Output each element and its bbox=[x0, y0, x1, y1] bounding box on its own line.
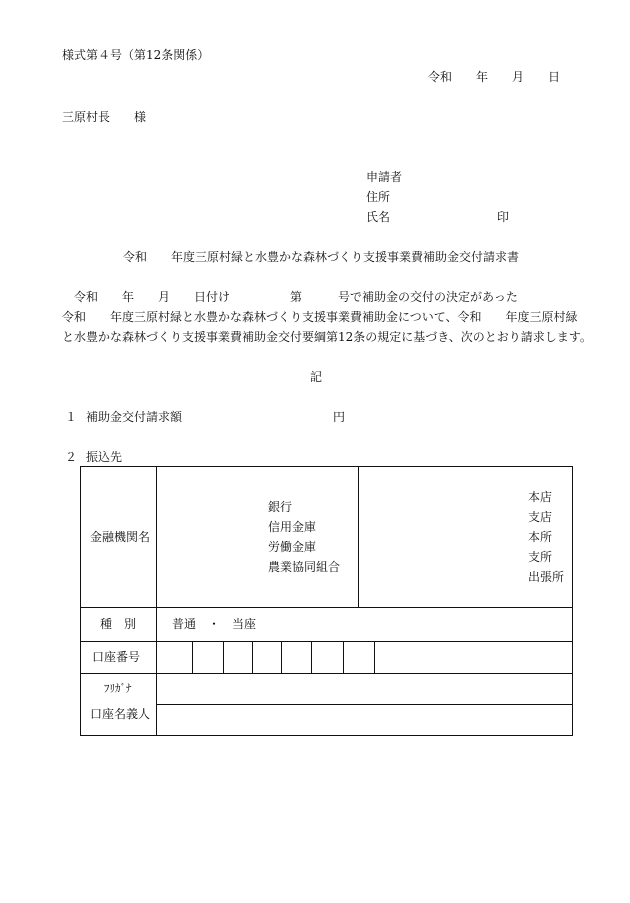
table-rule bbox=[80, 673, 573, 674]
applicant-name-label: 氏名 bbox=[366, 210, 391, 224]
branch-type-agency: 出張所 bbox=[528, 570, 565, 584]
table-rule bbox=[156, 704, 573, 705]
table-rule bbox=[80, 641, 573, 642]
item1-number: １ bbox=[65, 410, 78, 424]
table-rule bbox=[80, 607, 573, 608]
furigana-label: ﾌﾘｶﾞﾅ bbox=[104, 682, 132, 695]
account-kind-value: 普通 ・ 当座 bbox=[172, 617, 257, 631]
bank-type-shinkin: 信用金庫 bbox=[268, 520, 317, 534]
digit-divider bbox=[223, 641, 224, 673]
branch-type-head: 本店 bbox=[528, 490, 553, 504]
addressee: 三原村長 様 bbox=[62, 110, 147, 124]
account-number-label: 口座番号 bbox=[92, 650, 141, 664]
bank-type-rokin: 労働金庫 bbox=[268, 540, 317, 554]
digit-divider bbox=[374, 641, 375, 673]
date-line: 令和 年 月 日 bbox=[428, 70, 561, 84]
account-kind-label: 種 別 bbox=[100, 617, 137, 631]
applicant-address-label: 住所 bbox=[366, 190, 391, 204]
branch-type-sub-office: 支所 bbox=[528, 550, 553, 564]
item2-number: ２ bbox=[65, 450, 78, 464]
bank-type-bank: 銀行 bbox=[268, 500, 293, 514]
digit-divider bbox=[311, 641, 312, 673]
table-border-bottom bbox=[80, 735, 573, 736]
bank-transfer-table bbox=[80, 466, 573, 736]
table-border-right bbox=[572, 466, 573, 736]
body-line-2: 令和 年度三原村緑と水豊かな森林づくり支援事業費補助金について、令和 年度三原村緑 bbox=[62, 310, 578, 324]
ki-mark: 記 bbox=[310, 370, 323, 384]
branch-type-main-office: 本所 bbox=[528, 530, 553, 544]
item1-label: 補助金交付請求額 bbox=[86, 410, 183, 424]
item1-unit: 円 bbox=[333, 410, 346, 424]
table-label-divider bbox=[156, 466, 157, 736]
bank-branch-divider bbox=[358, 466, 359, 607]
branch-type-branch: 支店 bbox=[528, 510, 553, 524]
digit-divider bbox=[281, 641, 282, 673]
account-holder-label: 口座名義人 bbox=[90, 707, 151, 721]
digit-divider bbox=[252, 641, 253, 673]
form-number: 様式第４号（第12条関係） bbox=[62, 48, 210, 62]
bank-name-label: 金融機関名 bbox=[90, 530, 151, 544]
digit-divider bbox=[343, 641, 344, 673]
seal-mark: 印 bbox=[497, 210, 510, 224]
document-title: 令和 年度三原村緑と水豊かな森林づくり支援事業費補助金交付請求書 bbox=[123, 250, 520, 264]
applicant-title: 申請者 bbox=[366, 170, 403, 184]
item2-label: 振込先 bbox=[86, 450, 123, 464]
digit-divider bbox=[192, 641, 193, 673]
table-border-top bbox=[80, 466, 573, 467]
body-line-3: と水豊かな森林づくり支援事業費補助金交付要綱第12条の規定に基づき、次のとおり請求します。 bbox=[62, 330, 592, 344]
table-border-left bbox=[80, 466, 81, 736]
body-line-1: 令和 年 月 日付け 第 号で補助金の交付の決定があった bbox=[74, 290, 518, 304]
bank-type-ja: 農業協同組合 bbox=[268, 560, 341, 574]
